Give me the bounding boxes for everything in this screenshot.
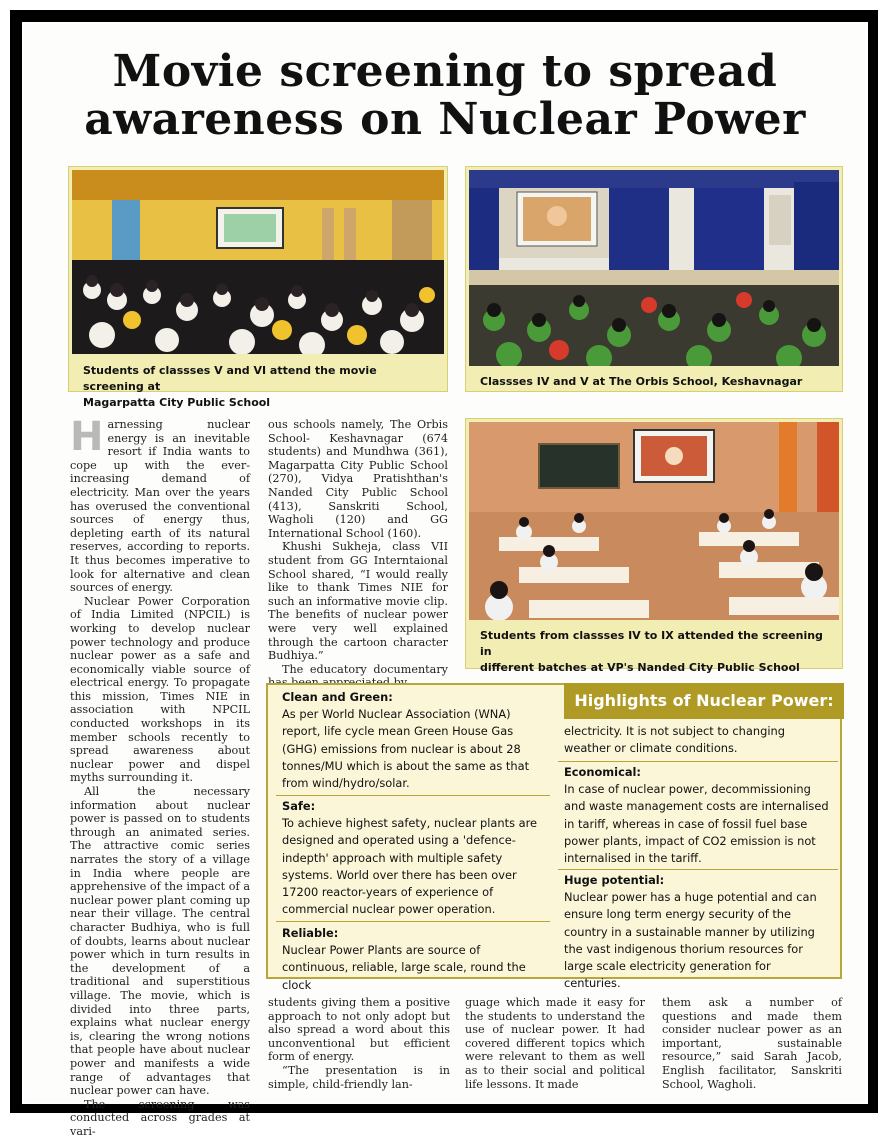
- article-paragraph: “The presentation is in simple, child-friendly lan-: [268, 1063, 450, 1091]
- article-paragraph: The educatory documentary: [282, 662, 448, 676]
- photo-nanded-box: [465, 418, 843, 674]
- highlight-text: As per World Nuclear Association (WNA) report, life cycle mean Green House Gas (GHG) emissions from nuclear is about 28 tonnes/MU which is about the same as that from wind/hydro/solar.: [282, 707, 530, 791]
- highlight-title: Economical:: [564, 765, 641, 779]
- photo-orbis: [469, 170, 839, 366]
- drop-cap: H: [70, 414, 104, 460]
- article-paragraph: ous schools namely, The Orbis School- Keshavnagar (674 students) and Mundhwa (361), Magarpatta City Public School (270), Vidya Pratishthan's Nanded City Public School (413), Sanskriti School, Wagholi (120) and GG International School (160).: [268, 418, 448, 540]
- headline: [0, 48, 890, 144]
- article-column-4: [465, 996, 645, 1091]
- highlight-safe: [282, 798, 548, 918]
- article-paragraph: students giving them a positive approach to not only adopt but also spread a word about this unconventional but efficient form of energy.: [268, 996, 450, 1064]
- article-paragraph: them ask a number of questions and made them consider nuclear power as an important, sustainable resource,” said Sarah Jacob, English facilitator, Sanskriti School, Wagholi.: [662, 996, 842, 1091]
- highlight-text: electricity. It is not subject to changing weather or climate conditions.: [564, 724, 785, 756]
- photo-magarpatta-box: [68, 166, 448, 409]
- article-paragraph: guage which made it easy for the students to understand the use of nuclear power. It had covered different topics which were relevant to them as well as to their social and political life lessons. It made: [465, 996, 645, 1091]
- highlight-reliable-continued: [564, 723, 830, 757]
- caption-line: Classses IV and V at The Orbis School, Keshavnagar: [480, 375, 803, 388]
- caption-line: different batches at VP's Nanded City Public School: [480, 661, 800, 674]
- divider: [558, 869, 838, 870]
- photo-magarpatta: [72, 170, 444, 354]
- article-paragraph: All the necessary information about nuclear power is passed on to students through an animated series. The attractive comic series narrates the story of a village in India where people are apprehensive of the impact of a nuclear power plant coming up near their village. The central character Budhiya, who is full of doubts, learns about nuclear power which in turn results in the development of a traditional and superstitious village. The movie, which is divided into three parts, explains what nuclear energy is, clearing the wrong notions that people have about nuclear power and manifests a wide range of advantages that nuclear power can have.: [70, 785, 250, 1098]
- headline-line-1: Movie screening to spread: [112, 46, 778, 97]
- divider: [276, 795, 550, 796]
- headline-line-2: awareness on Nuclear Power: [84, 94, 806, 145]
- photo-orbis-box: [465, 166, 843, 392]
- article-column-1: [70, 414, 250, 1138]
- highlight-text: Nuclear power has a huge potential and can ensure long term energy security of the country in a sustainable manner by utilizing the vast indigenous thorium resources for large scale electricity generation for centuries.: [564, 890, 817, 991]
- photo-orbis-caption: [480, 374, 832, 390]
- highlight-economical: [564, 764, 830, 867]
- highlight-text: To achieve highest safety, nuclear plants are designed and operated using a 'defence-indepth' approach with multiple safety systems. World over there has been over 17200 reactor-years of experience of commercial nuclear power operation.: [282, 816, 538, 917]
- photo-nanded: [469, 422, 839, 620]
- highlight-text: In case of nuclear power, decommissioning and waste management costs are internalised in tariff, whereas in case of fossil fuel base power plants, impact of CO2 emission is not internalised in the tariff.: [564, 782, 829, 866]
- article-paragraph: Khushi Sukheja, class VII student from GG Interntaional School shared, “I would really like to thank Times NIE for such an informative movie clip. The benefits of nuclear power were very well explained through the cartoon character Budhiya.”: [268, 540, 448, 663]
- paragraph-text: arnessing nuclear energy is an inevitable resort if India wants to cope up with the ever-increasing demand of electricity. Man over the years has overused the conventional sources of energy thus, depleting earth of its natural reserves, according to reports. It thus becomes imperative to look for alternative and clean sources of energy.: [70, 418, 250, 595]
- caption-line: Magarpatta City Public School: [83, 396, 271, 409]
- caption-line: Students from classses IV to IX attended the screening in: [480, 629, 823, 658]
- article-column-3: [268, 996, 450, 1091]
- article-column-2: [268, 418, 448, 690]
- divider: [276, 921, 550, 922]
- highlight-text: Nuclear Power Plants are source of continuous, reliable, large scale, round the clock: [282, 943, 526, 992]
- photo-magarpatta-caption: [83, 363, 437, 411]
- highlight-title: Huge potential:: [564, 873, 665, 887]
- highlight-title: Clean and Green:: [282, 690, 393, 704]
- highlight-huge-potential: [564, 872, 830, 992]
- highlights-banner: Highlights of Nuclear Power:: [564, 683, 844, 719]
- highlight-title: Safe:: [282, 799, 316, 813]
- photo-nanded-caption: [480, 628, 832, 676]
- article-column-5: [662, 996, 842, 1091]
- article-paragraph: [70, 414, 250, 595]
- article-paragraph: The screening was conducted across grades at vari-: [70, 1097, 250, 1138]
- divider: [558, 761, 838, 762]
- highlight-clean-green: [282, 689, 548, 792]
- article-paragraph: Nuclear Power Corporation of India Limited (NPCIL) is working to develop nuclear power technology and produce nuclear power as a safe and economically viable source of electrical energy. To propagate this mission, Times NIE in association with NPCIL conducted workshops in its member schools recently to spread awareness about nuclear power and dispel myths surrounding it.: [70, 594, 250, 785]
- highlights-box: [266, 683, 842, 992]
- caption-line: Students of classses V and VI attend the movie screening at: [83, 364, 377, 393]
- highlight-reliable: [282, 925, 548, 994]
- highlight-title: Reliable:: [282, 926, 339, 940]
